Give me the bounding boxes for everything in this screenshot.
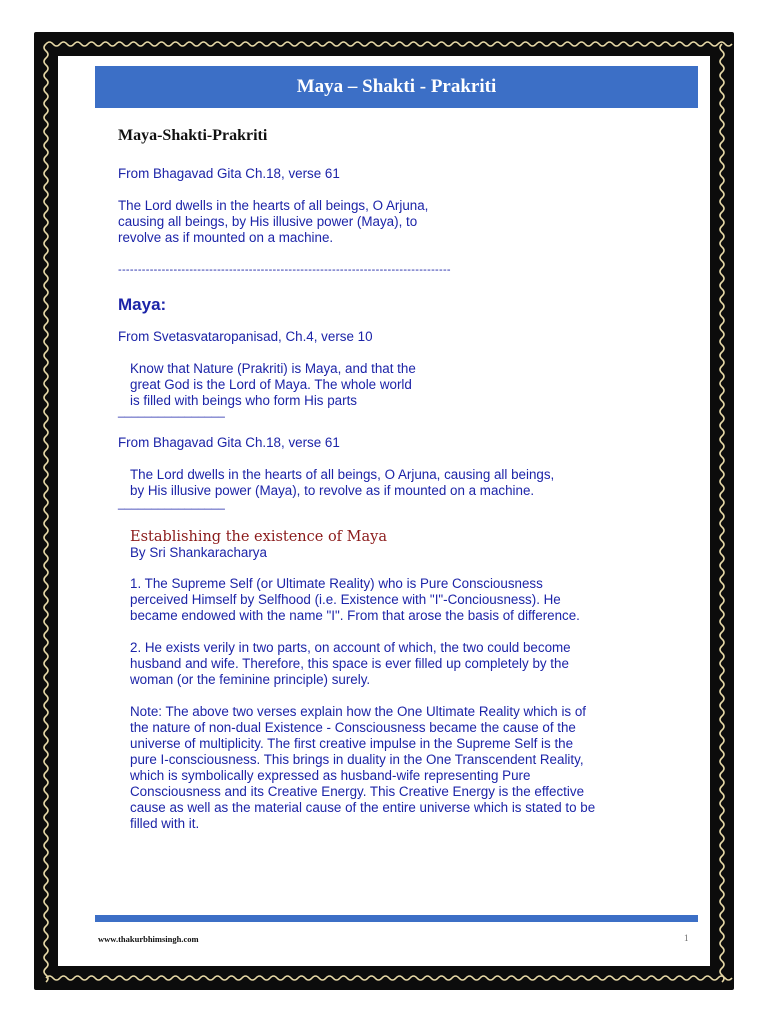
paragraph-line: 2. He exists verily in two parts, on account of which, the two could become — [130, 640, 571, 655]
document-body — [118, 128, 683, 832]
verse-source: From Bhagavad Gita Ch.18, verse 61 — [118, 435, 340, 450]
note-line: pure I-consciousness. This brings in duality in the One Transcendent Reality, — [130, 752, 584, 767]
verse-line: Know that Nature (Prakriti) is Maya, and that the — [130, 361, 416, 376]
verse-line: The Lord dwells in the hearts of all beings, O Arjuna, — [118, 198, 429, 213]
paragraph-line: 1. The Supreme Self (or Ultimate Reality) who is Pure Consciousness — [130, 576, 543, 591]
verse-line: revolve as if mounted on a machine. — [118, 230, 334, 245]
footer-website-link[interactable]: www.thakurbhimsingh.com — [98, 934, 199, 944]
underline-divider: ________________ — [118, 496, 225, 510]
page-title-bar — [95, 66, 698, 108]
verse-line: causing all beings, by His illusive power (Maya), to — [118, 214, 418, 229]
note-line: cause as well as the material cause of the entire universe which is stated to be — [130, 800, 596, 815]
note-line: Note: The above two verses explain how the One Ultimate Reality which is of — [130, 704, 587, 719]
verse-line: by His illusive power (Maya), to revolve as if mounted on a machine. — [130, 483, 535, 498]
note-line: universe of multiplicity. The first creative impulse in the Supreme Self is the — [130, 736, 574, 751]
verse-source: From Svetasvataropanisad, Ch.4, verse 10 — [118, 329, 373, 344]
underline-divider: ________________ — [118, 404, 225, 418]
note-line: which is symbolically expressed as husband-wife representing Pure — [130, 768, 531, 783]
verse-line: is filled with beings who form His parts — [130, 393, 357, 408]
footer-bar — [95, 915, 698, 922]
paragraph-line: woman (or the feminine principle) surely. — [130, 672, 371, 687]
dashed-divider: ------------------------------------------------------------------------------------ — [118, 264, 451, 276]
page-title: Maya – Shakti - Prakriti — [296, 76, 497, 97]
section-heading-existence-of-maya: Establishing the existence of Maya — [130, 529, 387, 545]
note-line: filled with it. — [130, 816, 200, 831]
section-heading-maya: Maya: — [118, 295, 167, 314]
paragraph-line: husband and wife. Therefore, this space is ever filled up completely by the — [130, 656, 569, 671]
note-line: the nature of non-dual Existence - Consciousness became the cause of the — [130, 720, 576, 735]
verse-line: great God is the Lord of Maya. The whole world — [130, 377, 412, 392]
paragraph-line: perceived Himself by Selfhood (i.e. Existence with "I"-Conciousness). He — [130, 592, 561, 607]
section-heading-maya-shakti-prakriti: Maya-Shakti-Prakriti — [118, 127, 268, 144]
note-line: Consciousness and its Creative Energy. This Creative Energy is the effective — [130, 784, 585, 799]
page-number: 1 — [684, 933, 689, 943]
verse-line: The Lord dwells in the hearts of all beings, O Arjuna, causing all beings, — [130, 467, 555, 482]
paragraph-line: became endowed with the name "I". From that arose the basis of difference. — [130, 608, 580, 623]
verse-source: From Bhagavad Gita Ch.18, verse 61 — [118, 166, 340, 181]
author-line: By Sri Shankaracharya — [130, 545, 267, 560]
